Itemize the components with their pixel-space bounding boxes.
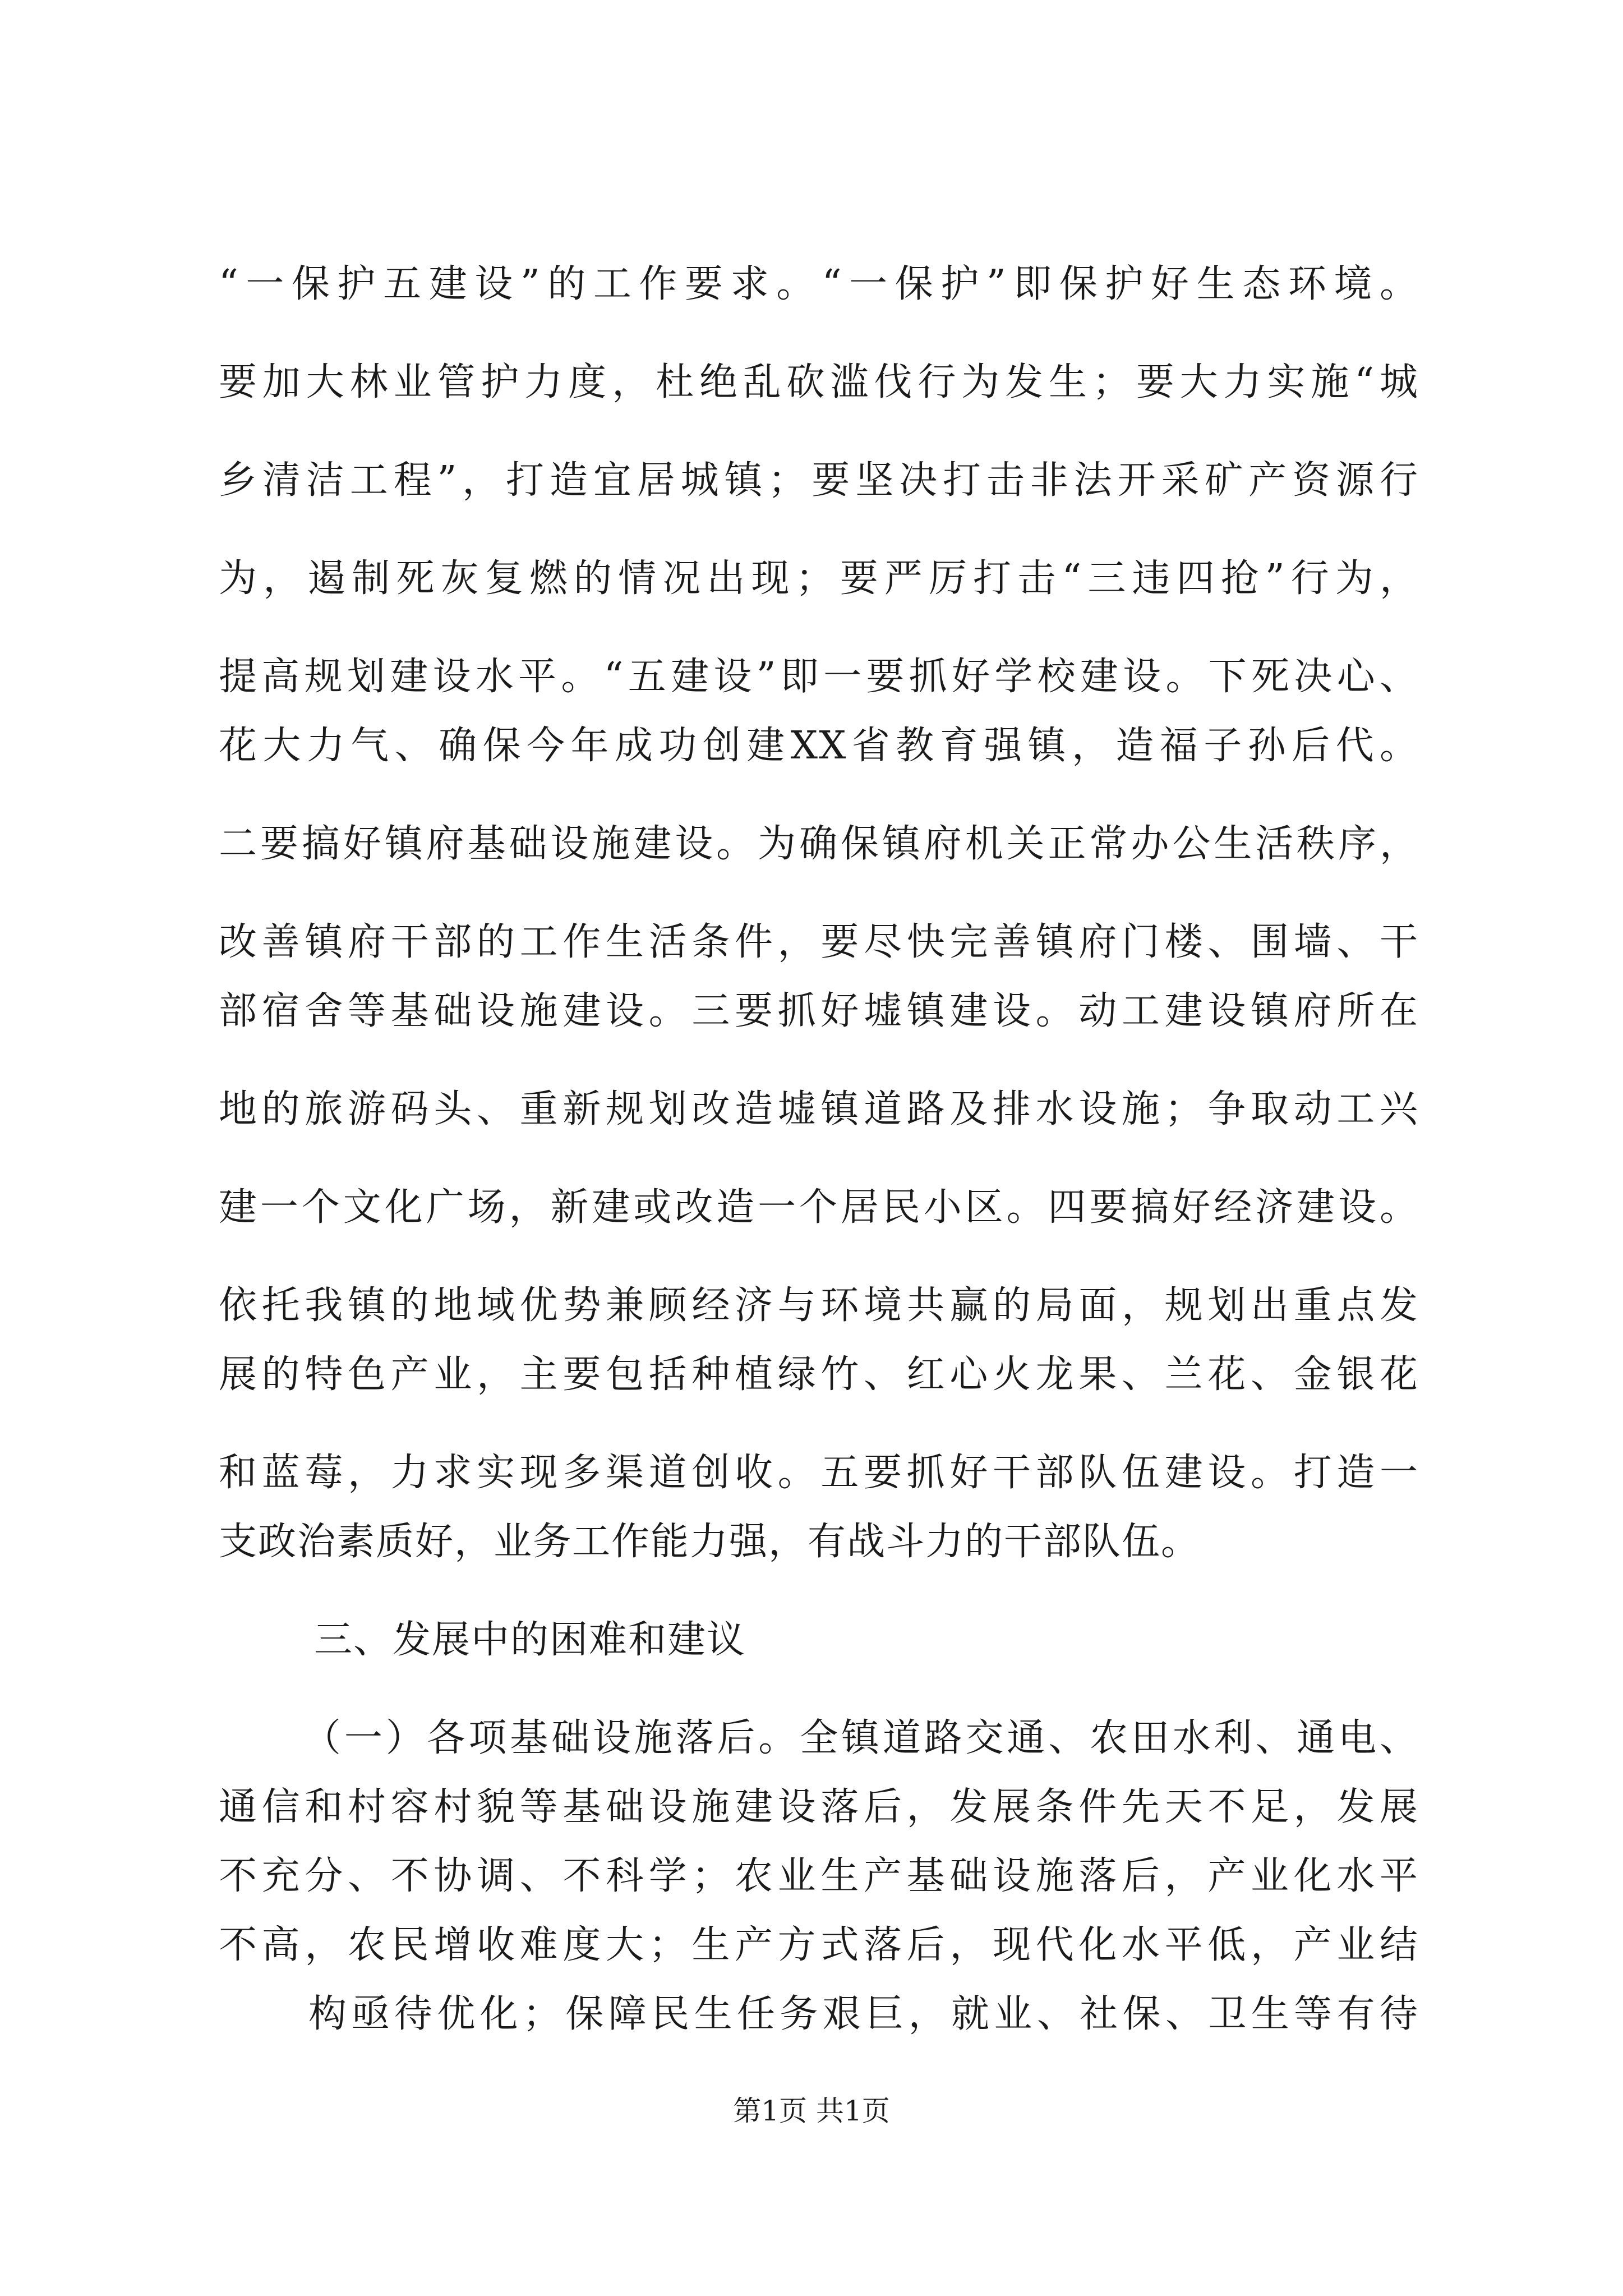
page-footer: 第1页 共1页 [733, 2095, 890, 2127]
body-line-14: 和蓝莓，力求实现多渠道创收。五要抓好干部队伍建设。打造一 [219, 1451, 1419, 1495]
body-line-8: 改善镇府干部的工作生活条件，要尽快完善镇府门楼、围墙、干 [219, 920, 1419, 964]
body-line-3: 乡清洁工程”，打造宜居城镇；要坚决打击非法开采矿产资源行 [219, 458, 1419, 503]
section-line-1: （一）各项基础设施落后。全镇道路交通、农田水利、通电、 [303, 1716, 1419, 1760]
body-line-13: 展的特色产业，主要包括种植绿竹、红心火龙果、兰花、金银花 [219, 1352, 1419, 1397]
body-line-15: 支政治素质好，业务工作能力强，有战斗力的干部队伍。 [219, 1520, 1201, 1564]
section-line-4: 不高，农民增收难度大；生产方式落后，现代化水平低，产业结 [219, 1923, 1419, 1967]
body-line-9: 部宿舍等基础设施建设。三要抓好墟镇建设。动工建设镇府所在 [219, 989, 1419, 1033]
body-line-10: 地的旅游码头、重新规划改造墟镇道路及排水设施；争取动工兴 [219, 1087, 1419, 1131]
body-line-6: 花大力气、确保今年成功创建XX省教育强镇，造福子孙后代。 [219, 724, 1419, 768]
body-line-12: 依托我镇的地域优势兼顾经济与环境共赢的局面，规划出重点发 [219, 1283, 1419, 1328]
body-line-1: “一保护五建设”的工作要求。“一保护”即保护好生态环境。 [219, 262, 1419, 306]
section-heading: 三、发展中的困难和建议 [314, 1618, 746, 1662]
body-line-4: 为，遏制死灰复燃的情况出现；要严厉打击“三违四抢”行为， [219, 556, 1419, 601]
body-line-5: 提高规划建设水平。“五建设”即一要抓好学校建设。下死决心、 [219, 655, 1419, 699]
section-line-3: 不充分、不协调、不科学；农业生产基础设施落后，产业化水平 [219, 1854, 1419, 1898]
section-line-5: 构亟待优化；保障民生任务艰巨，就业、社保、卫生等有待 [308, 1992, 1419, 2036]
section-line-2: 通信和村容村貌等基础设施建设落后，发展条件先天不足，发展 [219, 1785, 1419, 1829]
body-line-7: 二要搞好镇府基础设施建设。为确保镇府机关正常办公生活秩序， [219, 822, 1419, 866]
body-line-2: 要加大林业管护力度，杜绝乱砍滥伐行为发生；要大力实施“城 [219, 360, 1419, 404]
body-line-11: 建一个文化广场，新建或改造一个居民小区。四要搞好经济建设。 [219, 1185, 1419, 1230]
